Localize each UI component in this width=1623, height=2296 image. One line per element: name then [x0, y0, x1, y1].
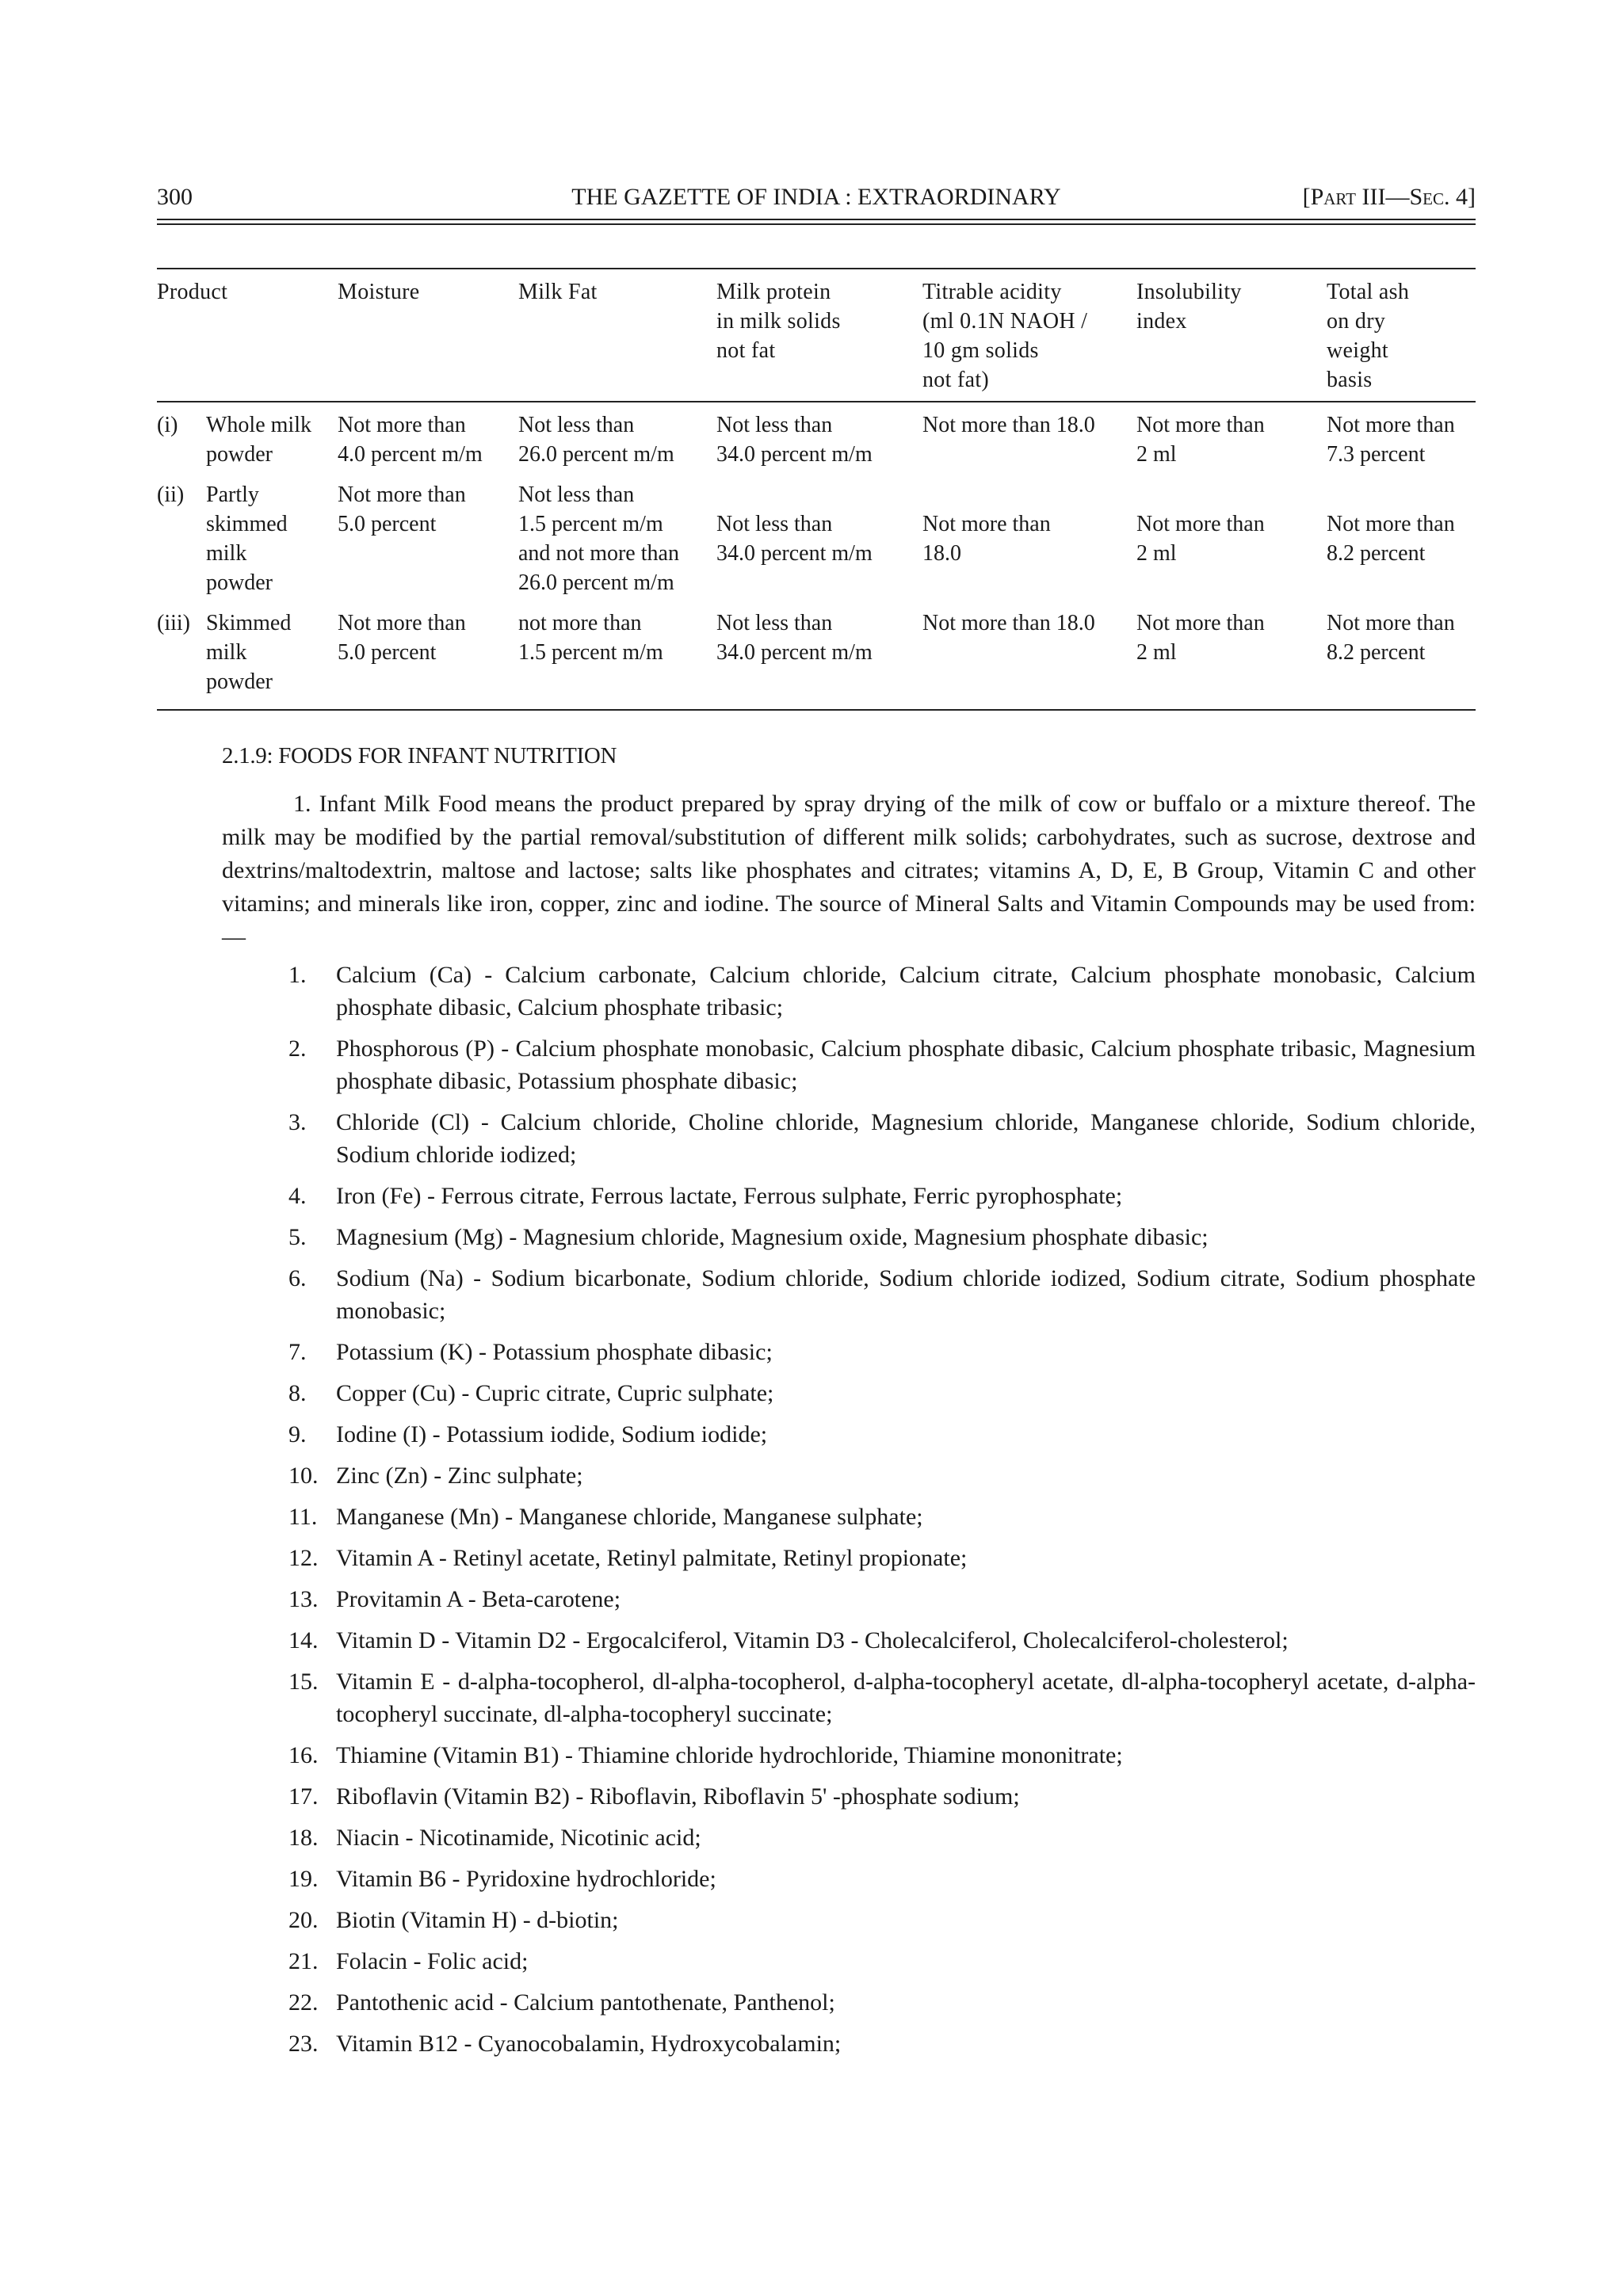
cell-line: Not more than	[338, 482, 466, 507]
cell-product	[206, 601, 338, 710]
list-item-number: 22.	[288, 1989, 319, 2016]
table-header-row	[157, 269, 1476, 402]
cell-protein	[716, 601, 922, 710]
list-item-number: 1.	[288, 962, 307, 988]
nutrient-sources: - Pyridoxine hydrochloride;	[446, 1866, 716, 1892]
header-rule-bottom	[157, 223, 1476, 225]
cell-line: Milk protein	[716, 280, 831, 304]
cell-line: index	[1136, 309, 1187, 334]
nutrient-name: Zinc (Zn)	[336, 1463, 428, 1489]
nutrient-name: Niacin	[336, 1825, 399, 1851]
row-number: (iii)	[157, 611, 190, 635]
table-row	[157, 472, 1476, 601]
list-item	[288, 1459, 1476, 1492]
nutrient-name: Calcium (Ca)	[336, 962, 472, 988]
list-item	[288, 2027, 1476, 2060]
part-section-label: [Part III—Sec. 4]	[1302, 184, 1476, 210]
cell-line: Not more than	[1327, 611, 1455, 635]
cell-line: 8.2 percent	[1327, 640, 1426, 665]
cell-line: Not less than	[518, 413, 635, 437]
list-item-number: 6.	[288, 1265, 307, 1291]
cell-line: weight	[1327, 338, 1389, 363]
cell-line: 5.0 percent	[338, 512, 437, 536]
cell-line: and not more than	[518, 541, 679, 566]
cell-line: Not more than 18.0	[922, 413, 1095, 437]
list-item-number: 3.	[288, 1109, 307, 1135]
col-moisture: Moisture	[338, 280, 420, 304]
cell-line: 5.0 percent	[338, 640, 437, 665]
nutrient-name: Vitamin A	[336, 1545, 433, 1571]
list-item-number: 21.	[288, 1948, 319, 1974]
cell-line: powder	[206, 669, 273, 694]
cell-moisture	[338, 402, 518, 472]
cell-line: powder	[206, 570, 273, 595]
cell-insolubility	[1136, 402, 1327, 472]
nutrient-sources: - Retinyl acetate, Retinyl palmitate, Retinyl propionate;	[433, 1545, 968, 1571]
list-item	[288, 1624, 1476, 1657]
cell-line: Titrable acidity	[922, 280, 1062, 304]
cell-line: Not more than 18.0	[922, 611, 1095, 635]
cell-product	[206, 472, 338, 601]
cell-product	[206, 402, 338, 472]
cell-line: 10 gm solids	[922, 338, 1039, 363]
mineral-vitamin-sources-list	[288, 959, 1476, 2069]
list-item-number: 18.	[288, 1825, 319, 1851]
nutrient-name: Phosphorous (P)	[336, 1035, 495, 1062]
col-product: Product	[157, 280, 228, 304]
list-item	[288, 959, 1476, 1024]
list-item	[288, 1583, 1476, 1615]
table-row	[157, 601, 1476, 710]
nutrient-name: Vitamin D	[336, 1627, 436, 1653]
cell-moisture	[338, 601, 518, 710]
nutrient-name: Magnesium (Mg)	[336, 1224, 503, 1250]
nutrient-name: Pantothenic acid	[336, 1989, 495, 2016]
list-item-number: 17.	[288, 1783, 319, 1810]
list-item	[288, 1032, 1476, 1097]
cell-line: Not less than	[716, 611, 833, 635]
nutrient-sources: - Magnesium chloride, Magnesium oxide, Magnesium phosphate dibasic;	[502, 1224, 1209, 1250]
nutrient-sources: - Nicotinamide, Nicotinic acid;	[399, 1825, 701, 1851]
nutrient-name: Iodine (I)	[336, 1421, 427, 1447]
nutrient-sources: - Thiamine chloride hydrochloride, Thiamine mononitrate;	[559, 1742, 1123, 1768]
cell-line: 4.0 percent m/m	[338, 442, 483, 467]
list-item-number: 13.	[288, 1586, 319, 1612]
nutrient-name: Chloride (Cl)	[336, 1109, 470, 1135]
nutrient-name: Potassium (K)	[336, 1339, 473, 1365]
cell-ash	[1327, 402, 1476, 472]
list-item	[288, 1106, 1476, 1171]
nutrient-sources: - Manganese chloride, Manganese sulphate;	[498, 1504, 923, 1530]
page-number: 300	[157, 184, 193, 210]
list-item-number: 12.	[288, 1545, 319, 1571]
cell-line: Skimmed	[206, 611, 292, 635]
gazette-title: THE GAZETTE OF INDIA : EXTRAORDINARY	[571, 184, 1061, 210]
nutrient-sources: - Folic acid;	[407, 1948, 529, 1974]
nutrient-sources: - d-biotin;	[517, 1907, 619, 1933]
list-item	[288, 1739, 1476, 1772]
cell-line: 26.0 percent m/m	[518, 570, 674, 595]
list-item	[288, 1501, 1476, 1533]
list-item-number: 23.	[288, 2031, 319, 2057]
cell-ash	[1327, 601, 1476, 710]
milk-powder-spec-table	[157, 268, 1476, 711]
cell-milk-fat	[518, 402, 716, 472]
nutrient-name: Provitamin A	[336, 1586, 463, 1612]
nutrient-sources: - Potassium iodide, Sodium iodide;	[426, 1421, 768, 1447]
infant-milk-food-definition: 1. Infant Milk Food means the product prepared by spray drying of the milk of cow or buffalo or a mixture thereof. The milk may be modified by the partial removal/substitution of different milk solids; carbohydrates, such as sucrose, dextrose and dextrins/maltodextrin, maltose and lactose; salts like phosphates and citrates; vitamins A, D, E, B Group, Vitamin C and other vitamins; and minerals like iron, copper, zinc and iodine. The source of Mineral Salts and Vitamin Compounds may be used from:—	[222, 791, 1476, 950]
cell-line: (ml 0.1N NAOH /	[922, 309, 1088, 334]
cell-line: 1.5 percent m/m	[518, 640, 663, 665]
cell-line: Not more than	[1136, 611, 1265, 635]
cell-protein	[716, 472, 922, 601]
cell-line: 26.0 percent m/m	[518, 442, 674, 467]
cell-line: Not less than	[518, 482, 635, 507]
cell-insolubility	[1136, 601, 1327, 710]
cell-line: 2 ml	[1136, 640, 1177, 665]
col-acidity	[922, 269, 1136, 402]
cell-line: 18.0	[922, 541, 961, 566]
nutrient-sources: - Calcium phosphate monobasic, Calcium phosphate dibasic, Calcium phosphate tribasic, Magnesium phosphate dibasic, Potassium phosphate dibasic;	[336, 1035, 1476, 1094]
cell-line: 8.2 percent	[1327, 541, 1426, 566]
cell-moisture	[338, 472, 518, 601]
cell-milk-fat	[518, 472, 716, 601]
nutrient-name: Thiamine (Vitamin B1)	[336, 1742, 559, 1768]
nutrient-sources: - Potassium phosphate dibasic;	[472, 1339, 773, 1365]
list-item	[288, 1945, 1476, 1978]
page-header	[157, 184, 1476, 220]
nutrient-name: Vitamin E	[336, 1669, 435, 1695]
cell-line: Insolubility	[1136, 280, 1242, 304]
col-milk-fat: Milk Fat	[518, 280, 598, 304]
cell-line: 34.0 percent m/m	[716, 442, 873, 467]
cell-line: Not more than	[1136, 512, 1265, 536]
list-item-number: 8.	[288, 1380, 307, 1406]
list-item-number: 5.	[288, 1224, 307, 1250]
list-item	[288, 1863, 1476, 1895]
cell-line: Whole milk	[206, 413, 311, 437]
row-number: (ii)	[157, 482, 185, 507]
cell-line: powder	[206, 442, 273, 467]
nutrient-sources: - Sodium bicarbonate, Sodium chloride, Sodium chloride iodized, Sodium citrate, Sodium phosphate monobasic;	[336, 1265, 1476, 1324]
nutrient-sources: - Ferrous citrate, Ferrous lactate, Ferrous sulphate, Ferric pyrophosphate;	[421, 1183, 1123, 1209]
cell-line: 1.5 percent m/m	[518, 512, 663, 536]
nutrient-name: Riboflavin (Vitamin B2)	[336, 1783, 570, 1810]
nutrient-sources: - Vitamin D2 - Ergocalciferol, Vitamin D3 - Cholecalciferol, Cholecalciferol-cholesterol;	[435, 1627, 1289, 1653]
list-item	[288, 1418, 1476, 1451]
nutrient-name: Biotin (Vitamin H)	[336, 1907, 517, 1933]
cell-protein	[716, 402, 922, 472]
cell-acidity	[922, 472, 1136, 601]
cell-ash	[1327, 472, 1476, 601]
cell-line: in milk solids	[716, 309, 841, 334]
nutrient-sources: - Cupric citrate, Cupric sulphate;	[455, 1380, 774, 1406]
cell-line: Not more than	[338, 413, 466, 437]
cell-line: not fat)	[922, 368, 990, 392]
cell-line: not fat	[716, 338, 776, 363]
list-item-number: 4.	[288, 1183, 307, 1209]
list-item	[288, 1262, 1476, 1327]
nutrient-sources: - Calcium pantothenate, Panthenol;	[494, 1989, 835, 2016]
cell-insolubility	[1136, 472, 1327, 601]
list-item-number: 9.	[288, 1421, 307, 1447]
nutrient-name: Iron (Fe)	[336, 1183, 422, 1209]
cell-line: Not more than	[1327, 512, 1455, 536]
cell-line: 2 ml	[1136, 541, 1177, 566]
cell-line: 7.3 percent	[1327, 442, 1426, 467]
cell-line: Not more than	[922, 512, 1051, 536]
cell-line: 34.0 percent m/m	[716, 640, 873, 665]
nutrient-name: Manganese (Mn)	[336, 1504, 499, 1530]
list-item-number: 14.	[288, 1627, 319, 1653]
col-insolubility	[1136, 269, 1327, 402]
cell-line: Not more than	[1327, 413, 1455, 437]
section-heading: 2.1.9: FOODS FOR INFANT NUTRITION	[222, 743, 617, 769]
nutrient-name: Folacin	[336, 1948, 407, 1974]
list-item	[288, 1986, 1476, 2019]
cell-line: Not more than	[338, 611, 466, 635]
nutrient-sources: - Calcium carbonate, Calcium chloride, Calcium citrate, Calcium phosphate monobasic, Calcium phosphate dibasic, Calcium phosphate tribasic;	[336, 962, 1476, 1020]
cell-line: milk	[206, 541, 247, 566]
list-item-number: 10.	[288, 1463, 319, 1489]
nutrient-sources: - d-alpha-tocopherol, dl-alpha-tocopherol, d-alpha-tocopheryl acetate, dl-alpha-tocopheryl acetate, d-alpha-tocopheryl succinate, dl-alpha-tocopheryl succinate;	[336, 1669, 1476, 1727]
cell-line: 34.0 percent m/m	[716, 541, 873, 566]
list-item-number: 20.	[288, 1907, 319, 1933]
list-item	[288, 1821, 1476, 1854]
nutrient-name: Vitamin B12	[336, 2031, 459, 2057]
col-ash	[1327, 269, 1476, 402]
list-item-number: 19.	[288, 1866, 319, 1892]
list-item-number: 11.	[288, 1504, 318, 1530]
nutrient-sources: - Zinc sulphate;	[427, 1463, 583, 1489]
cell-acidity	[922, 601, 1136, 710]
cell-line: not more than	[518, 611, 642, 635]
cell-line: basis	[1327, 368, 1373, 392]
cell-line: 2 ml	[1136, 442, 1177, 467]
header-rule-top	[157, 219, 1476, 220]
table-row	[157, 402, 1476, 472]
list-item	[288, 1180, 1476, 1212]
cell-acidity	[922, 402, 1136, 472]
cell-line: Total ash	[1327, 280, 1410, 304]
cell-line: Not less than	[716, 413, 833, 437]
cell-line: skimmed	[206, 512, 288, 536]
cell-line: milk	[206, 640, 247, 665]
nutrient-sources: - Calcium chloride, Choline chloride, Magnesium chloride, Manganese chloride, Sodium chloride, Sodium chloride iodized;	[336, 1109, 1476, 1168]
nutrient-name: Copper (Cu)	[336, 1380, 456, 1406]
list-item	[288, 1904, 1476, 1936]
list-item-number: 7.	[288, 1339, 307, 1365]
list-item	[288, 1665, 1476, 1730]
nutrient-sources: - Beta-carotene;	[462, 1586, 621, 1612]
list-item	[288, 1780, 1476, 1813]
list-item	[288, 1336, 1476, 1368]
cell-line: Not more than	[1136, 413, 1265, 437]
list-item	[288, 1542, 1476, 1574]
cell-line: Not less than	[716, 512, 833, 536]
cell-line: Partly	[206, 482, 259, 507]
list-item-number: 15.	[288, 1669, 319, 1695]
list-item-number: 2.	[288, 1035, 307, 1062]
list-item	[288, 1221, 1476, 1253]
list-item	[288, 1377, 1476, 1409]
cell-milk-fat	[518, 601, 716, 710]
nutrient-sources: - Riboflavin, Riboflavin 5' -phosphate sodium;	[569, 1783, 1020, 1810]
row-number: (i)	[157, 413, 178, 437]
nutrient-name: Sodium (Na)	[336, 1265, 464, 1291]
cell-line: on dry	[1327, 309, 1386, 334]
col-protein	[716, 269, 922, 402]
nutrient-name: Vitamin B6	[336, 1866, 447, 1892]
list-item-number: 16.	[288, 1742, 319, 1768]
nutrient-sources: - Cyanocobalamin, Hydroxycobalamin;	[458, 2031, 842, 2057]
